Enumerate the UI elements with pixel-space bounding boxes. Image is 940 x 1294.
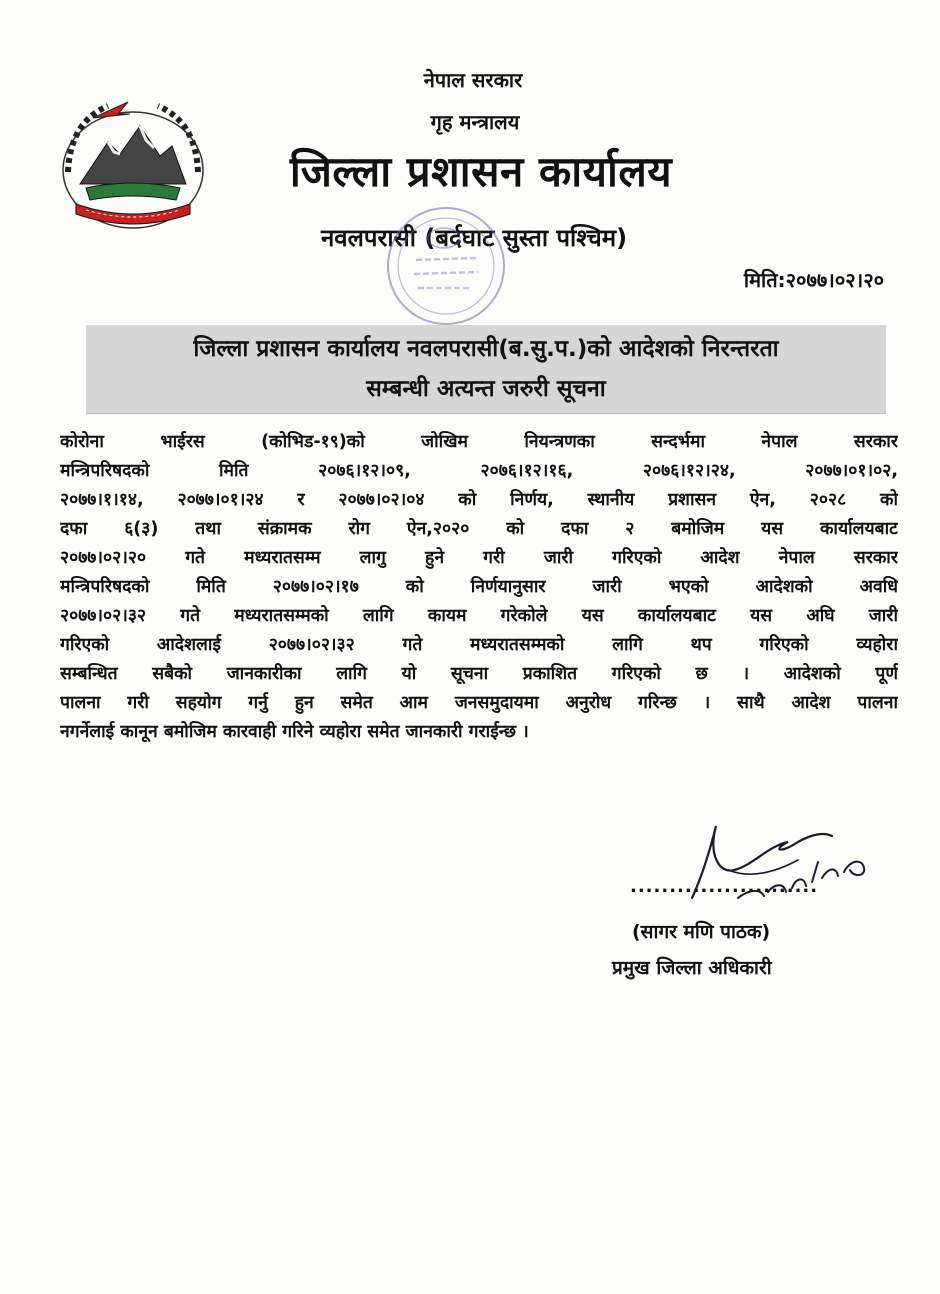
- signatory-name: (सागर मणि पाठक): [632, 921, 771, 943]
- handwritten-signature-icon: [668, 812, 908, 912]
- notice-title-line-2: सम्बन्धी अत्यन्त जरुरी सूचना: [366, 376, 606, 402]
- notice-body: [60, 428, 898, 747]
- body-line-11: नगर्नेलाई कानून बमोजिम कारवाही गरिने व्यहोरा समेत जानकारी गराईन्छ ।: [60, 722, 529, 742]
- body-line-6: मन्त्रिपरिषदको मिति २०७७।०२।१७ को निर्णयानुसार जारी भएको आदेशको अवधि: [60, 577, 898, 597]
- office-stamp-icon: [380, 200, 512, 332]
- body-line-7: २०७७।०२।३२ गते मध्यरातसम्मको लागि कायम गरेकोले यस कार्यालयबाट यस अघि जारी: [60, 606, 898, 626]
- district-name: नवलपरासी (बर्दघाट सुस्ता पश्चिम): [320, 224, 628, 252]
- signatory-title: प्रमुख जिल्ला अधिकारी: [612, 957, 772, 979]
- body-line-1: कोरोना भाईरस (कोभिड-१९)को जोखिम नियन्त्रणका सन्दर्भमा नेपाल सरकार: [60, 432, 898, 452]
- office-title: जिल्ला प्रशासन कार्यालय: [289, 147, 673, 196]
- issue-date: मिति:२०७७।०२।२०: [743, 268, 884, 292]
- ministry-name: गृह मन्त्रालय: [430, 110, 520, 134]
- notice-heading-box: [86, 325, 886, 414]
- body-line-2: मन्त्रिपरिषदको मिति २०७६।१२।०९, २०७६।१२।१६, २०७६।१२।२४, २०७७।०१।०२,: [60, 461, 898, 481]
- body-line-4: दफा ६(३) तथा संक्रामक रोग ऐन,२०२० को दफा २ बमोजिम यस कार्यालयबाट: [60, 519, 898, 539]
- body-line-5: २०७७।०२।२० गते मध्यरातसम्म लागु हुने गरी जारी गरिएको आदेश नेपाल सरकार: [60, 548, 898, 568]
- body-line-10: पालना गरी सहयोग गर्नु हुन समेत आम जनसमुदायमा अनुरोध गरिन्छ । साथै आदेश पालना: [60, 693, 898, 713]
- signature-dotted-line: ........................: [630, 876, 819, 897]
- government-name: नेपाल सरकार: [423, 68, 523, 92]
- body-line-3: २०७७।१।१४, २०७७।०१।२४ र २०७७।०२।०४ को निर्णय, स्थानीय प्रशासन ऐन, २०२८ को: [60, 490, 898, 510]
- body-line-8: गरिएको आदेशलाई २०७७।०२।३२ गते मध्यरातसम्मको लागि थप गरिएको व्यहोरा: [60, 635, 898, 655]
- body-line-9: सम्बन्धित सबैको जानकारीका लागि यो सूचना प्रकाशित गरिएको छ । आदेशको पूर्ण: [60, 664, 898, 684]
- notice-title-line-1: जिल्ला प्रशासन कार्यालय नवलपरासी(ब.सु.प.)को आदेशको निरन्तरता: [193, 336, 779, 362]
